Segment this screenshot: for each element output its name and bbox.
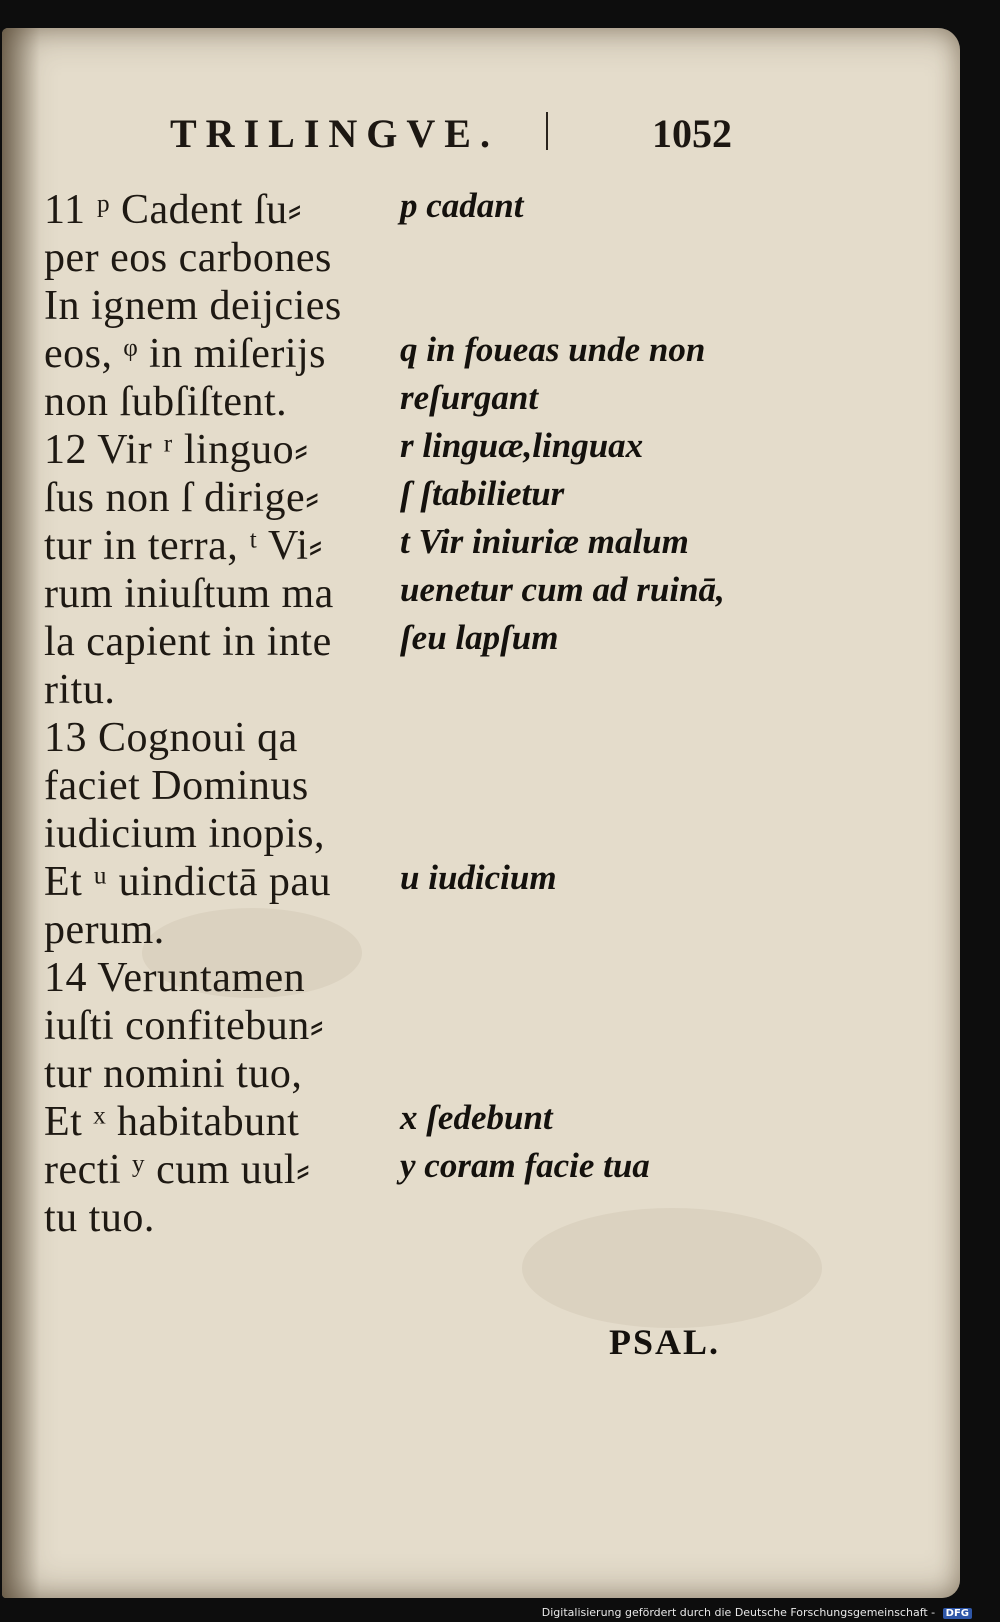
digitization-credit: [542, 1606, 972, 1619]
gloss-r: r linguæ,linguax: [400, 426, 644, 465]
text-line: In ignem deijcies: [44, 283, 342, 329]
gloss-t: t Vir iniuriæ malum: [400, 522, 689, 561]
catchword: PSAL.: [609, 1322, 721, 1362]
page-header: [2, 100, 960, 160]
text-line: Et ᵘ uindictā pau: [44, 859, 332, 905]
text-line: 13 Cognoui qa: [44, 715, 298, 761]
gloss-p: p cadant: [400, 186, 524, 225]
gloss-x: x ſedebunt: [400, 1098, 553, 1137]
text-line: 11 ᵖ Cadent ſu⸗: [44, 187, 303, 233]
text-line: per eos carbones: [44, 235, 332, 281]
text-line: tur in terra, ᵗ Vi⸗: [44, 523, 323, 569]
text-line: Et ˣ habitabunt: [44, 1099, 300, 1145]
gloss-t-continued: uenetur cum ad ruinā,: [400, 570, 725, 609]
text-line: ſus non ſ dirige⸗: [44, 475, 320, 521]
text-line: rum iniuſtum ma: [44, 571, 334, 617]
gloss-q-continued: reſurgant: [400, 378, 539, 417]
gloss-u: u iudicium: [400, 858, 557, 897]
gloss-y: y coram facie tua: [400, 1146, 650, 1185]
text-line: ritu.: [44, 667, 116, 713]
credit-text: Digitalisierung gefördert durch die Deutsche Forschungsgemeinschaft -: [541, 1606, 936, 1619]
text-line: eos, ᵠ in miſerijs: [44, 331, 327, 377]
text-line: la capient in inte: [44, 619, 332, 665]
paper-stain: [522, 1208, 822, 1328]
text-line: iudicium inopis,: [44, 811, 325, 857]
text-line: non ſubſiſtent.: [44, 379, 288, 425]
gloss-s: ſ ſtabilietur: [400, 474, 565, 513]
dfg-logo: DFG: [943, 1608, 972, 1619]
page-gutter-shadow: [2, 28, 40, 1598]
text-line: 14 Veruntamen: [44, 955, 306, 1001]
gloss-q: q in foueas unde non: [400, 330, 706, 369]
text-line: tu tuo.: [44, 1195, 155, 1241]
text-line: tur nomini tuo,: [44, 1051, 303, 1097]
text-line: iuſti confitebun⸗: [44, 1003, 325, 1049]
folio-number: 1052: [652, 111, 732, 156]
text-line: faciet Dominus: [44, 763, 309, 809]
text-line: recti ʸ cum uul⸗: [44, 1147, 311, 1193]
running-title: TRILINGVE.: [170, 111, 499, 156]
text-line: 12 Vir ʳ linguo⸗: [44, 427, 309, 473]
gloss-t-continued: ſeu lapſum: [400, 618, 559, 657]
header-bracket: [542, 112, 548, 150]
text-line: perum.: [44, 907, 165, 953]
book-page: [2, 28, 960, 1598]
